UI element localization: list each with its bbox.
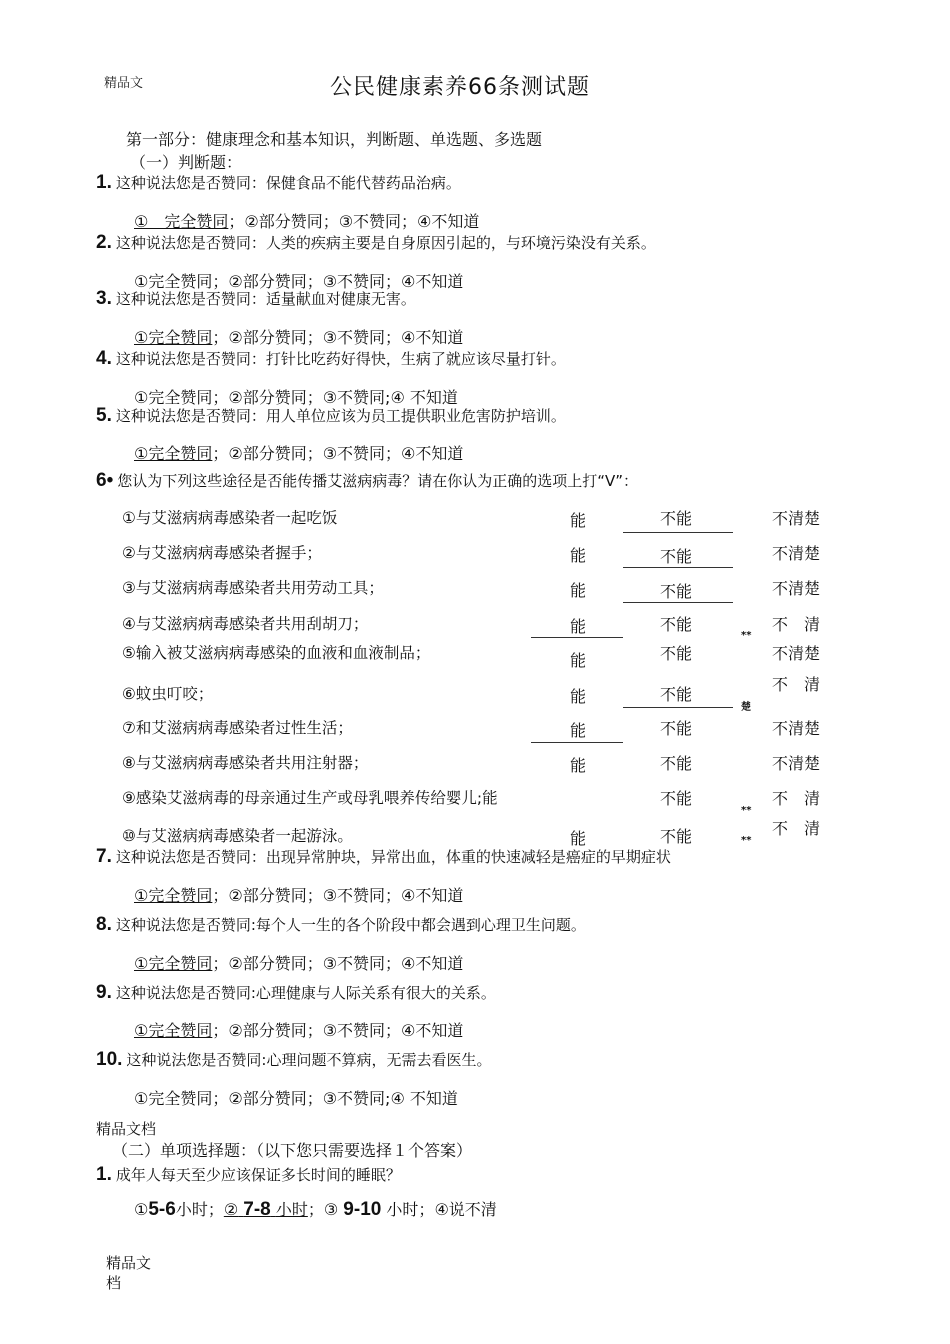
option-fully-agree: ①完全赞同 [134,1089,213,1108]
route-label: ⑩与艾滋病病毒感染者一起游泳。 [122,827,353,845]
watermark-footer-2: 档 [106,1274,122,1292]
choice-unsure: 不清楚 [772,719,821,738]
question-text: 这种说法您是否赞同:每个人一生的各个阶段中都会遇到心理卫生问题。 [115,916,586,934]
question-number: 4. [96,348,112,369]
option-mark: ③ [323,1200,339,1219]
choice-cannot: 不能 [660,547,693,566]
question-text: 成年人每天至少应该保证多长时间的睡眠？ [115,1166,401,1184]
choice-cannot: 不能 [660,719,693,738]
choice-can: 能 [570,511,587,530]
route-label: ⑦和艾滋病病毒感染者过性生活； [122,719,353,737]
part2-heading: （二）单项选择题：（以下您只需要选择１个答案） [112,1141,473,1160]
answer-line [623,707,733,708]
question [96,1049,491,1071]
choice-unsure: 不清楚 [772,579,821,598]
part1-subheading: （一）判断题： [130,153,243,172]
question-number: 7. [96,846,112,867]
selected-option: ② 7-8 小时 [223,1199,308,1220]
choice-cannot: 不能 [660,582,693,601]
answer-options [134,441,463,464]
question-number: 9. [96,982,112,1003]
choice-unsure: 不 清 [772,789,821,808]
option-unit: 小时； [175,1200,224,1219]
choice-cannot: 不能 [660,685,693,704]
watermark-mid: 精品文档 [96,1120,157,1138]
question-text: 这种说法您是否赞同：人类的疾病主要是自身原因引起的，与环境污染没有关系。 [115,234,656,252]
option-fully-agree: ①完全赞同 [134,1021,213,1040]
option-others: ；②部分赞同；③不赞同；④不知道 [212,886,464,905]
option-value: 5-6 [148,1199,176,1220]
question-number: 2. [96,232,112,253]
q6-number: 6• [96,470,114,491]
option-others: ；②部分赞同；③不赞同；④不知道 [212,1021,464,1040]
route-label: ⑧与艾滋病病毒感染者共用注射器； [122,754,369,772]
part1-heading: 第一部分：健康理念和基本知识，判断题、单选题、多选题 [126,130,543,149]
watermark-footer-1: 精品文 [106,1254,152,1272]
choice-can: 能 [570,721,587,740]
question-number: 1. [96,1164,112,1185]
choice-cannot: 不能 [660,754,693,773]
choice-can: 能 [570,651,587,670]
choice-can: 能 [570,687,587,706]
question [96,405,566,427]
choice-cannot: 不能 [660,615,693,634]
option-others: ；②部分赞同；③不赞同;④ 不知道 [212,1089,458,1108]
option-mark: ① [134,1200,149,1219]
watermark-top: 精品文 [104,76,144,91]
question-number: 3. [96,288,112,309]
question-text: 这种说法您是否赞同：用人单位应该为员工提供职业危害防护培训。 [115,407,566,425]
choice-can: 能 [570,617,587,636]
choice-unsure: 不 清 [772,675,821,694]
question-text: 这种说法您是否赞同：出现异常肿块，异常出血，体重的快速减轻是癌症的早期症状 [115,848,671,866]
choice-unsure: 不清楚 [772,754,821,773]
route-label: ②与艾滋病病毒感染者握手； [122,544,322,562]
artifact-mark: ** [741,630,752,641]
question [96,914,586,936]
q6-text: 您认为下列这些途径是否能传播艾滋病病毒？请在你认为正确的选项上打“V”： [117,472,639,490]
option-others: ；②部分赞同；③不赞同；④不知道 [212,328,464,347]
artifact-mark: 楚 [741,702,751,713]
option-others: ；②部分赞同；③不赞同；④不知道 [212,954,464,973]
artifact-mark: ** [741,835,752,846]
answer-options [134,1018,463,1041]
question-text: 这种说法您是否赞同：打针比吃药好得快，生病了就应该尽量打针。 [115,350,566,368]
option-others: ；②部分赞同；③不赞同;④ 不知道 [212,388,458,407]
choice-cannot: 不能 [660,827,693,846]
single-choice-options [134,1197,497,1221]
single-choice-question [96,1164,401,1186]
answer-options [134,325,463,348]
question [96,288,416,310]
choice-can: 能 [570,581,587,600]
question-text: 这种说法您是否赞同:心理问题不算病，无需去看医生。 [126,1051,492,1069]
question-text: 这种说法您是否赞同:心理健康与人际关系有很大的关系。 [115,984,496,1002]
question-number: 5. [96,405,112,426]
q6-prompt [96,470,638,492]
choice-cannot: 不能 [660,789,693,808]
route-label: ①与艾滋病病毒感染者一起吃饭 [122,509,338,527]
option-others: ；②部分赞同；③不赞同；④不知道 [212,272,464,291]
choice-cannot: 不能 [660,509,693,528]
choice-can: 能 [570,756,587,775]
answer-options [134,951,463,974]
route-label: ④与艾滋病病毒感染者共用刮胡刀； [122,615,369,633]
answer-line [531,637,623,638]
option-fully-agree: ①完全赞同 [134,444,213,463]
option-separator: ； [307,1200,324,1219]
route-label: ③与艾滋病病毒感染者共用劳动工具； [122,579,384,597]
question-text: 这种说法您是否赞同：适量献血对健康无害。 [115,290,416,308]
option-fully-agree: ①完全赞同 [134,272,213,291]
option-others: ；②部分赞同；③不赞同；④不知道 [212,444,464,463]
option-fully-agree: ①完全赞同 [134,328,213,347]
choice-unsure: 不清楚 [772,544,821,563]
question [96,232,656,254]
answer-line [623,567,733,568]
choice-unsure: 不清楚 [772,644,821,663]
page-title: 公民健康素养66条测试题 [330,75,590,100]
option-fully-agree: ① 完全赞同 [134,212,229,231]
question [96,348,566,370]
answer-line [623,602,733,603]
choice-unsure: 不清楚 [772,509,821,528]
question-number: 1. [96,172,112,193]
question-number: 10. [96,1049,123,1070]
choice-unsure: 不 清 [772,819,821,838]
question-text: 这种说法您是否赞同：保健食品不能代替药品治病。 [115,174,461,192]
answer-options [134,209,479,232]
choice-unsure: 不 清 [772,615,821,634]
option-value: 9-10 [343,1199,382,1220]
question [96,846,671,868]
choice-cannot: 不能 [660,644,693,663]
choice-can: 能 [570,829,587,848]
option-fully-agree: ①完全赞同 [134,388,213,407]
question [96,982,496,1004]
route-label: ⑥蚊虫叮咬； [122,685,214,703]
option-unit: 小时； [386,1200,435,1219]
option-others: ；②部分赞同；③不赞同；④不知道 [228,212,480,231]
answer-options [134,1086,458,1109]
choice-can: 能 [570,546,587,565]
question [96,172,461,194]
option-fully-agree: ①完全赞同 [134,954,213,973]
route-label: ⑤输入被艾滋病病毒感染的血液和血液制品； [122,644,431,662]
option-fully-agree: ①完全赞同 [134,886,213,905]
option-unknown: ④说不清 [434,1200,497,1219]
question-number: 8. [96,914,112,935]
answer-line [531,742,623,743]
answer-options [134,883,463,906]
artifact-mark: ** [741,805,752,816]
answer-line [623,532,733,533]
route-label: ⑨感染艾滋病毒的母亲通过生产或母乳喂养传给婴儿;能 [122,789,498,807]
